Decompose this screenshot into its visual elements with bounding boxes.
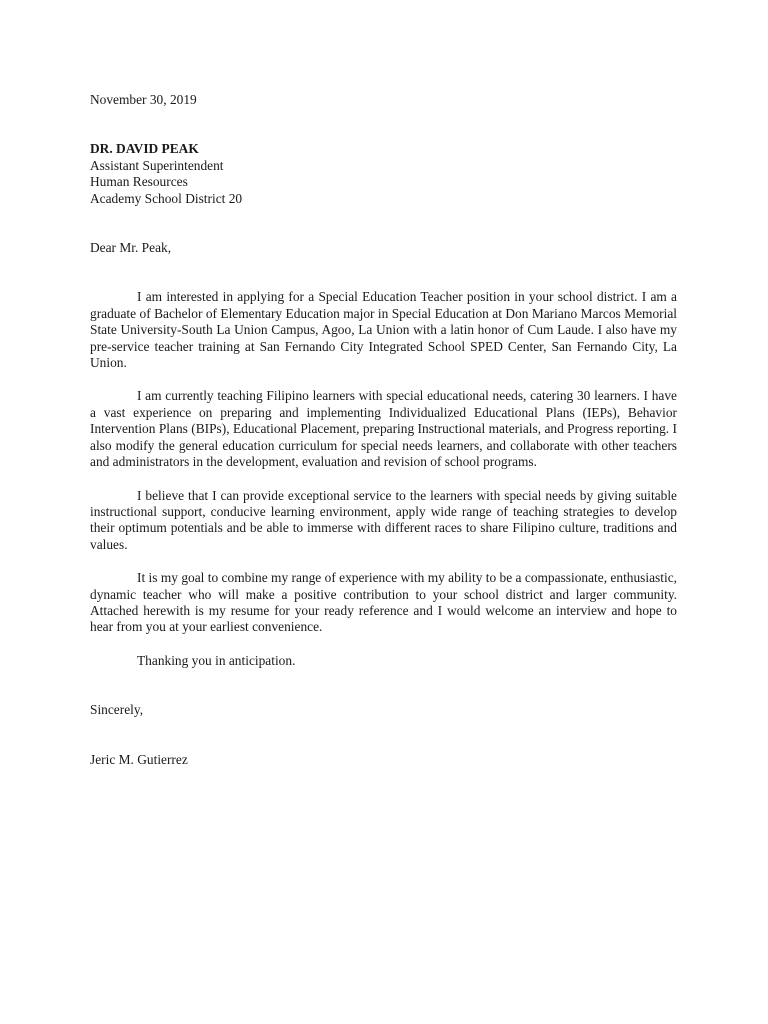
recipient-department: Human Resources [90,174,188,190]
recipient-block [90,141,677,207]
body-paragraph: It is my goal to combine my range of experience with my ability to be a compassionate, enthusiastic, dynamic teacher who will make a positive contribution to your school district and larger community. Attached herewith is my resume for your ready reference and I would welcome an interview and hope to hear from you at your earliest convenience. [90,570,677,635]
salutation: Dear Mr. Peak, [90,240,172,256]
cover-letter [90,92,677,768]
body-paragraph: I believe that I can provide exceptional service to the learners with special needs by giving suitable instructional support, conducive learning environment, apply wide range of teaching strategies to develop their optimum potentials and be able to immerse with different races to share Filipino culture, traditions and values. [90,487,677,552]
body-paragraph: I am interested in applying for a Special Education Teacher position in your school district. I am a graduate of Bachelor of Elementary Education major in Special Education at Don Mariano Marcos Memorial State University-South La Union Campus, Agoo, La Union with a latin honor of Cum Laude. I also have my pre-service teacher training at San Fernando City Integrated School SPED Center, San Fernando City, La Union. [90,289,677,371]
recipient-organization: Academy School District 20 [90,190,243,206]
thanks-line: Thanking you in anticipation. [137,652,296,668]
body-paragraph: I am currently teaching Filipino learners with special educational needs, catering 30 learners. I have a vast experience on preparing and implementing Individualized Educational Plans (IEPs), Behavior Intervention Plans (BIPs), Educational Placement, preparing Instructional materials, and Progress reporting. I also modify the general education curriculum for special needs learners, and collaborate with other teachers and administrators in the development, evaluation and revision of school programs. [90,388,677,470]
signer-name: Jeric M. Gutierrez [90,751,188,767]
closing: Sincerely, [90,702,144,718]
letter-date: November 30, 2019 [90,92,197,107]
recipient-name: DR. DAVID PEAK [90,141,199,157]
recipient-title: Assistant Superintendent [90,157,224,173]
